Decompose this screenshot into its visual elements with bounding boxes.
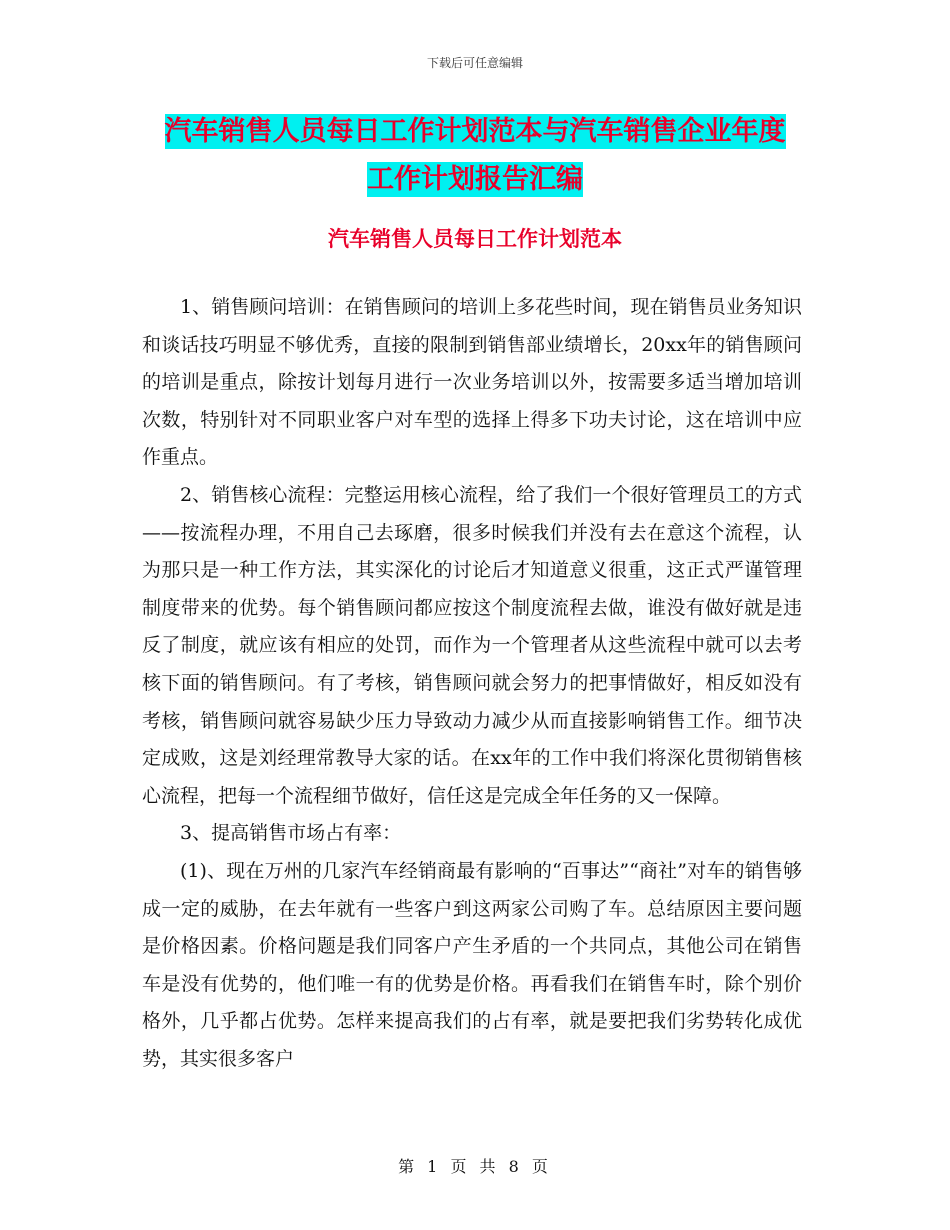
- page-indicator: 第 1 页 共 8 页: [398, 1157, 552, 1176]
- document-title: [150, 108, 800, 204]
- paragraph-1: 1、销售顾问培训：在销售顾问的培训上多花些时间，现在销售员业务知识和谈话技巧明显不够优秀，直接的限制到销售部业绩增长，20xx年的销售顾问的培训是重点，除按计划每月进行一次业务培训以外，按需要多适当增加培训次数，特别针对不同职业客户对车型的选择上得多下功夫讨论，这在培训中应作重点。: [142, 296, 802, 469]
- paragraph-3: 3、提高销售市场占有率：: [180, 822, 402, 845]
- document-title-line-2: 工作计划报告汇编: [367, 164, 583, 195]
- paragraph-4: (1)、现在万州的几家汽车经销商最有影响的“百事达”“商社”对车的销售够成一定的威胁，在去年就有一些客户到这两家公司购了车。总结原因主要问题是价格因素。价格问题是我们同客户产生矛盾的一个共同点，其他公司在销售车是没有优势的，他们唯一有的优势是价格。再看我们在销售车时，除个别价格外，几乎都占优势。怎样来提高我们的占有率，就是要把我们劣势转化成优势，其实很多客户: [142, 859, 802, 1070]
- paragraph-2: 2、销售核心流程：完整运用核心流程，给了我们一个很好管理员工的方式——按流程办理，不用自己去琢磨，很多时候我们并没有去在意这个流程，认为那只是一种工作方法，其实深化的讨论后才知道意义很重，这正式严谨管理制度带来的优势。每个销售顾问都应按这个制度流程去做，谁没有做好就是违反了制度，就应该有相应的处罚，而作为一个管理者从这些流程中就可以去考核下面的销售顾问。有了考核，销售顾问就会努力的把事情做好，相反如没有考核，销售顾问就容易缺少压力导致动力减少从而直接影响销售工作。细节决定成败，这是刘经理常教导大家的话。在xx年的工作中我们将深化贯彻销售核心流程，把每一个流程细节做好，信任这是完成全年任务的又一保障。: [142, 483, 802, 807]
- section-title: 汽车销售人员每日工作计划范本: [328, 227, 622, 251]
- header-note: 下载后可任意编辑: [426, 56, 523, 70]
- document-title-line-1: 汽车销售人员每日工作计划范本与汽车销售企业年度: [164, 116, 786, 147]
- document-body: [142, 289, 802, 1078]
